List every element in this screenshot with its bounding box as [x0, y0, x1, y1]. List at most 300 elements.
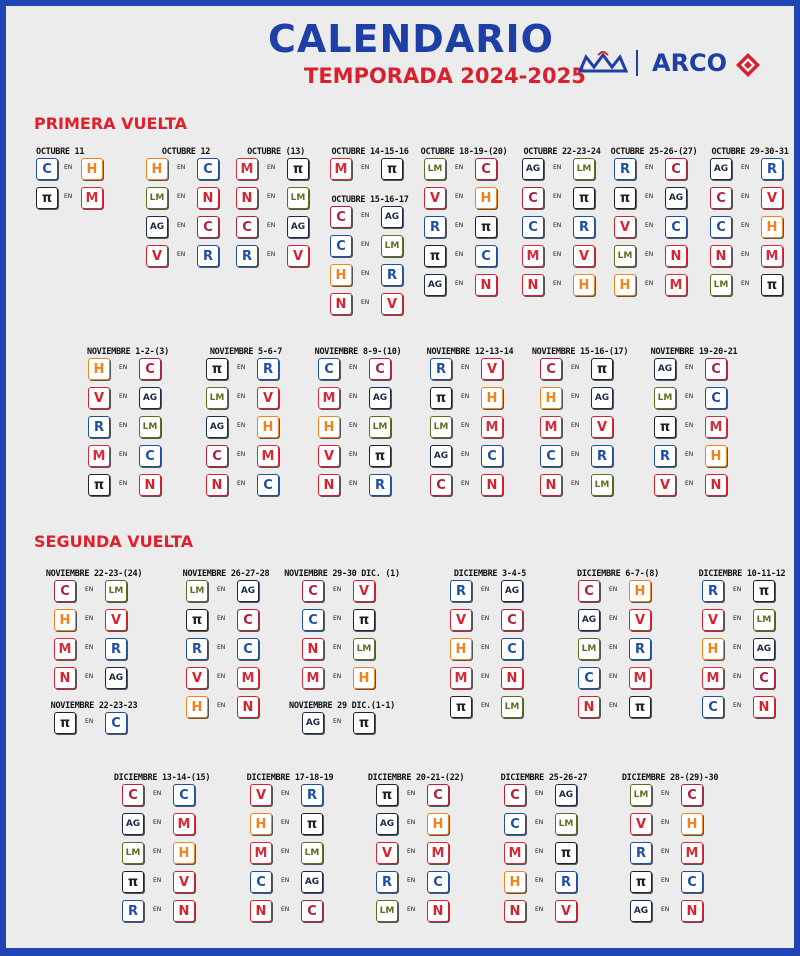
team-glyph: N	[715, 248, 727, 264]
team-glyph: M	[85, 190, 99, 206]
match-row	[102, 871, 222, 900]
team-glyph: H	[178, 845, 190, 861]
match-row	[186, 474, 306, 503]
match-row	[298, 474, 418, 503]
team-glyph: C	[481, 248, 491, 264]
vs-label: EN	[361, 241, 370, 248]
yaquis-icon	[761, 158, 783, 180]
algodoneros-icon	[301, 871, 323, 893]
naranjeros-icon	[257, 416, 279, 438]
vs-label: EN	[349, 393, 358, 400]
algodoneros-icon	[424, 158, 446, 180]
logo-divider	[636, 50, 638, 76]
match-list	[282, 712, 402, 741]
match-list	[558, 580, 678, 725]
match-date: NOVIEMBRE 5-6-7	[209, 347, 283, 357]
mayos-icon	[481, 416, 503, 438]
team-glyph: N	[335, 296, 347, 312]
team-glyph: π	[659, 419, 671, 435]
team-glyph: H	[545, 390, 557, 406]
vs-label: EN	[571, 422, 580, 429]
vs-label: EN	[267, 164, 276, 171]
team-glyph: C	[510, 816, 520, 832]
team-glyph: AG	[304, 876, 320, 887]
page-subtitle: TEMPORADA 2024-2025	[304, 64, 586, 88]
algodoneros-icon	[186, 580, 208, 602]
match-row	[102, 900, 222, 929]
algodoneros-icon	[381, 206, 403, 228]
team-glyph: H	[432, 816, 444, 832]
team-glyph: π	[211, 361, 223, 377]
naranjeros-icon	[330, 264, 352, 286]
vs-label: EN	[349, 480, 358, 487]
mayos-icon	[702, 667, 724, 689]
team-glyph: C	[436, 477, 446, 493]
match-row	[186, 387, 306, 416]
match-list	[410, 358, 530, 503]
team-glyph: AG	[713, 163, 729, 174]
team-glyph: R	[381, 874, 392, 890]
caneros-icon	[522, 187, 544, 209]
team-glyph: C	[510, 787, 520, 803]
vs-label: EN	[119, 451, 128, 458]
match-row	[484, 813, 604, 842]
team-glyph: H	[255, 816, 267, 832]
team-glyph: C	[128, 787, 138, 803]
team-glyph: LM	[433, 421, 449, 432]
aguilas-icon	[236, 187, 258, 209]
team-glyph: V	[596, 419, 608, 435]
vs-label: EN	[237, 422, 246, 429]
team-glyph: H	[766, 219, 778, 235]
caneros-icon	[540, 358, 562, 380]
yaquis-icon	[122, 900, 144, 922]
team-glyph: AG	[209, 421, 225, 432]
team-glyph: π	[480, 219, 492, 235]
vs-label: EN	[217, 644, 226, 651]
charros-icon	[139, 445, 161, 467]
match-date: NOVIEMBRE 19-20-21	[650, 347, 738, 357]
team-glyph: N	[241, 190, 253, 206]
vs-label: EN	[177, 251, 186, 258]
team-glyph: N	[242, 699, 254, 715]
vs-label: EN	[361, 270, 370, 277]
aguilas-icon	[237, 696, 259, 718]
match-row	[282, 712, 402, 741]
tomateros-icon	[654, 416, 676, 438]
vs-label: EN	[661, 877, 670, 884]
venados-icon	[88, 387, 110, 409]
match-date: NOVIEMBRE 29-30 DIC. (1)	[284, 569, 400, 579]
vs-label: EN	[535, 877, 544, 884]
match-row	[410, 358, 530, 387]
match-row	[166, 609, 286, 638]
venados-icon	[318, 445, 340, 467]
team-glyph: AG	[142, 392, 158, 403]
vs-label: EN	[455, 164, 464, 171]
team-glyph: V	[358, 583, 370, 599]
vs-label: EN	[455, 193, 464, 200]
team-glyph: C	[243, 641, 253, 657]
match-list	[520, 358, 640, 503]
team-glyph: LM	[384, 240, 400, 251]
vs-label: EN	[645, 222, 654, 229]
match-list	[682, 580, 800, 725]
vs-label: EN	[281, 819, 290, 826]
algodoneros-icon	[555, 784, 577, 806]
match-date: OCTUBRE 14-15-16	[331, 147, 409, 157]
aguilas-icon	[427, 900, 449, 922]
team-glyph: N	[486, 477, 498, 493]
team-glyph: V	[619, 219, 631, 235]
team-glyph: V	[560, 903, 572, 919]
charros-icon	[173, 784, 195, 806]
algodoneros-icon	[614, 245, 636, 267]
vs-label: EN	[553, 251, 562, 258]
match-row	[356, 900, 476, 929]
team-glyph: π	[634, 699, 646, 715]
aguilas-icon	[250, 900, 272, 922]
vs-label: EN	[481, 615, 490, 622]
team-glyph: M	[526, 248, 540, 264]
algodoneros-icon	[501, 580, 523, 602]
algodoneros-icon	[105, 580, 127, 602]
algodoneros-icon	[578, 609, 600, 631]
algodoneros-icon	[376, 900, 398, 922]
team-glyph: π	[41, 190, 53, 206]
vs-label: EN	[609, 615, 618, 622]
venados-icon	[353, 580, 375, 602]
aguilas-icon	[710, 245, 732, 267]
algodoneros-icon	[573, 158, 595, 180]
match-row	[520, 445, 640, 474]
match-date: DICIEMBRE 25-26-27	[500, 773, 588, 783]
tomateros-icon	[614, 187, 636, 209]
team-glyph: C	[145, 361, 155, 377]
match-date: DICIEMBRE 17-18-19	[246, 773, 334, 783]
team-glyph: V	[292, 248, 304, 264]
team-glyph: R	[262, 361, 273, 377]
team-glyph: π	[766, 277, 778, 293]
team-glyph: C	[243, 612, 253, 628]
team-glyph: N	[710, 477, 722, 493]
mayos-icon	[250, 842, 272, 864]
team-glyph: H	[480, 190, 492, 206]
venados-icon	[424, 187, 446, 209]
vs-label: EN	[407, 848, 416, 855]
team-glyph: R	[93, 419, 104, 435]
match-row	[68, 416, 188, 445]
team-glyph: AG	[558, 789, 574, 800]
algodoneros-icon	[430, 445, 452, 467]
vs-label: EN	[661, 790, 670, 797]
team-glyph: C	[711, 390, 721, 406]
vs-label: EN	[733, 702, 742, 709]
team-glyph: V	[381, 845, 393, 861]
match-date: OCTUBRE 29-30-31	[711, 147, 789, 157]
vs-label: EN	[333, 586, 342, 593]
match-list	[610, 784, 730, 929]
yaquis-icon	[257, 358, 279, 380]
caneros-icon	[54, 580, 76, 602]
team-glyph: C	[711, 361, 721, 377]
caneros-icon	[122, 784, 144, 806]
caneros-icon	[475, 158, 497, 180]
team-glyph: N	[323, 477, 335, 493]
team-glyph: LM	[427, 163, 443, 174]
vs-label: EN	[571, 451, 580, 458]
match-block	[682, 568, 800, 725]
aguilas-icon	[139, 474, 161, 496]
team-glyph: N	[59, 670, 71, 686]
match-row	[298, 445, 418, 474]
match-date: OCTUBRE 11	[36, 147, 85, 157]
team-glyph: C	[307, 903, 317, 919]
match-row	[682, 609, 800, 638]
match-row	[520, 474, 640, 503]
team-glyph: N	[480, 277, 492, 293]
mayos-icon	[705, 416, 727, 438]
vs-label: EN	[535, 906, 544, 913]
mayos-icon	[681, 842, 703, 864]
match-row	[298, 387, 418, 416]
charros-icon	[237, 638, 259, 660]
venados-icon	[186, 667, 208, 689]
team-glyph: N	[509, 903, 521, 919]
team-glyph: C	[375, 361, 385, 377]
tomateros-icon	[369, 445, 391, 467]
charros-icon	[257, 474, 279, 496]
vs-label: EN	[349, 422, 358, 429]
vs-label: EN	[281, 906, 290, 913]
match-row	[166, 638, 286, 667]
yaquis-icon	[573, 216, 595, 238]
algodoneros-icon	[376, 813, 398, 835]
naranjeros-icon	[681, 813, 703, 835]
match-list	[34, 580, 154, 696]
aguilas-icon	[302, 638, 324, 660]
naranjeros-icon	[54, 609, 76, 631]
aguilas-icon	[578, 696, 600, 718]
match-date: DICIEMBRE 3-4-5	[453, 569, 527, 579]
team-glyph: AG	[305, 717, 321, 728]
vs-label: EN	[685, 364, 694, 371]
match-row	[430, 696, 550, 725]
match-row	[484, 900, 604, 929]
match-date: NOVIEMBRE 8-9-(10)	[314, 347, 402, 357]
team-glyph: V	[635, 816, 647, 832]
team-glyph: LM	[756, 614, 772, 625]
team-glyph: C	[671, 161, 681, 177]
yaquis-icon	[186, 638, 208, 660]
team-glyph: N	[432, 903, 444, 919]
venados-icon	[630, 813, 652, 835]
naranjeros-icon	[702, 638, 724, 660]
venados-icon	[105, 609, 127, 631]
team-glyph: N	[178, 903, 190, 919]
team-glyph: R	[619, 161, 630, 177]
vs-label: EN	[85, 718, 94, 725]
algodoneros-icon	[710, 274, 732, 296]
team-glyph: H	[486, 390, 498, 406]
match-row	[610, 871, 730, 900]
team-glyph: C	[263, 477, 273, 493]
aguilas-icon	[330, 293, 352, 315]
vs-label: EN	[333, 615, 342, 622]
team-glyph: AG	[240, 585, 256, 596]
team-glyph: R	[766, 161, 777, 177]
team-glyph: LM	[576, 163, 592, 174]
team-glyph: V	[110, 612, 122, 628]
vs-label: EN	[361, 299, 370, 306]
charros-icon	[330, 235, 352, 257]
tomateros-icon	[630, 871, 652, 893]
team-glyph: C	[716, 190, 726, 206]
team-glyph: M	[765, 248, 779, 264]
vs-label: EN	[733, 615, 742, 622]
team-glyph: V	[178, 874, 190, 890]
yaquis-icon	[236, 245, 258, 267]
aguilas-icon	[54, 667, 76, 689]
team-glyph: H	[262, 419, 274, 435]
vs-label: EN	[571, 480, 580, 487]
match-row	[102, 842, 222, 871]
team-glyph: C	[687, 787, 697, 803]
match-block	[430, 568, 550, 725]
match-row	[682, 696, 800, 725]
match-row	[690, 158, 800, 187]
vs-label: EN	[455, 280, 464, 287]
vs-label: EN	[685, 422, 694, 429]
team-glyph: N	[583, 699, 595, 715]
yaquis-icon	[301, 784, 323, 806]
match-block	[34, 700, 154, 741]
team-glyph: C	[308, 612, 318, 628]
team-glyph: C	[433, 787, 443, 803]
team-glyph: AG	[668, 192, 684, 203]
venados-icon	[702, 609, 724, 631]
vs-label: EN	[281, 848, 290, 855]
match-row	[102, 813, 222, 842]
match-list	[34, 712, 154, 741]
league-logo-icon	[578, 51, 628, 75]
match-row	[520, 387, 640, 416]
match-date: NOVIEMBRE 1-2-(3)	[87, 347, 169, 357]
naranjeros-icon	[614, 274, 636, 296]
match-list	[484, 784, 604, 929]
charros-icon	[705, 387, 727, 409]
vs-label: EN	[153, 790, 162, 797]
match-row	[282, 667, 402, 696]
team-glyph: V	[659, 477, 671, 493]
naranjeros-icon	[88, 358, 110, 380]
charros-icon	[665, 216, 687, 238]
match-list	[68, 358, 188, 503]
yaquis-icon	[424, 216, 446, 238]
naranjeros-icon	[481, 387, 503, 409]
match-row	[166, 696, 286, 725]
team-glyph: π	[93, 477, 105, 493]
team-glyph: π	[292, 161, 304, 177]
match-list	[690, 158, 800, 303]
team-glyph: M	[454, 670, 468, 686]
naranjeros-icon	[705, 445, 727, 467]
team-glyph: M	[254, 845, 268, 861]
aguilas-icon	[475, 274, 497, 296]
match-date: OCTUBRE 22-23-24	[523, 147, 601, 157]
team-glyph: R	[635, 845, 646, 861]
match-row	[634, 387, 754, 416]
team-glyph: M	[261, 448, 275, 464]
vs-label: EN	[153, 819, 162, 826]
tomateros-icon	[287, 158, 309, 180]
tomateros-icon	[376, 784, 398, 806]
vs-label: EN	[741, 280, 750, 287]
vs-label: EN	[481, 673, 490, 680]
team-glyph: C	[708, 699, 718, 715]
team-glyph: R	[191, 641, 202, 657]
match-row	[282, 638, 402, 667]
vs-label: EN	[685, 480, 694, 487]
match-block	[34, 568, 154, 696]
vs-label: EN	[281, 877, 290, 884]
team-glyph: C	[687, 874, 697, 890]
match-block	[484, 772, 604, 929]
yaquis-icon	[430, 358, 452, 380]
team-glyph: H	[86, 161, 98, 177]
team-glyph: AG	[433, 450, 449, 461]
match-row	[558, 667, 678, 696]
mayos-icon	[236, 158, 258, 180]
vs-label: EN	[119, 364, 128, 371]
team-glyph: π	[358, 715, 370, 731]
match-row	[430, 609, 550, 638]
sponsor-logo: ARCO	[652, 49, 728, 77]
algodoneros-icon	[139, 416, 161, 438]
team-glyph: C	[212, 448, 222, 464]
team-glyph: H	[707, 641, 719, 657]
caneros-icon	[369, 358, 391, 380]
team-glyph: R	[455, 583, 466, 599]
team-glyph: N	[202, 190, 214, 206]
match-row	[682, 638, 800, 667]
team-glyph: V	[323, 448, 335, 464]
vs-label: EN	[455, 222, 464, 229]
team-glyph: C	[242, 219, 252, 235]
team-glyph: M	[544, 419, 558, 435]
team-glyph: C	[111, 715, 121, 731]
match-row	[230, 842, 350, 871]
aguilas-icon	[173, 900, 195, 922]
section-label-first: PRIMERA VUELTA	[34, 114, 188, 133]
vs-label: EN	[553, 164, 562, 171]
caneros-icon	[206, 445, 228, 467]
team-glyph: π	[306, 816, 318, 832]
match-date: OCTUBRE 25-26-(27)	[610, 147, 698, 157]
match-date: DICIEMBRE 10-11-12	[698, 569, 786, 579]
team-glyph: H	[634, 583, 646, 599]
naranjeros-icon	[81, 158, 103, 180]
match-row	[298, 358, 418, 387]
team-glyph: LM	[149, 192, 165, 203]
yaquis-icon	[591, 445, 613, 467]
vs-label: EN	[407, 877, 416, 884]
team-glyph: π	[596, 361, 608, 377]
match-list	[102, 784, 222, 929]
mayos-icon	[665, 274, 687, 296]
charros-icon	[710, 216, 732, 238]
team-glyph: M	[508, 845, 522, 861]
